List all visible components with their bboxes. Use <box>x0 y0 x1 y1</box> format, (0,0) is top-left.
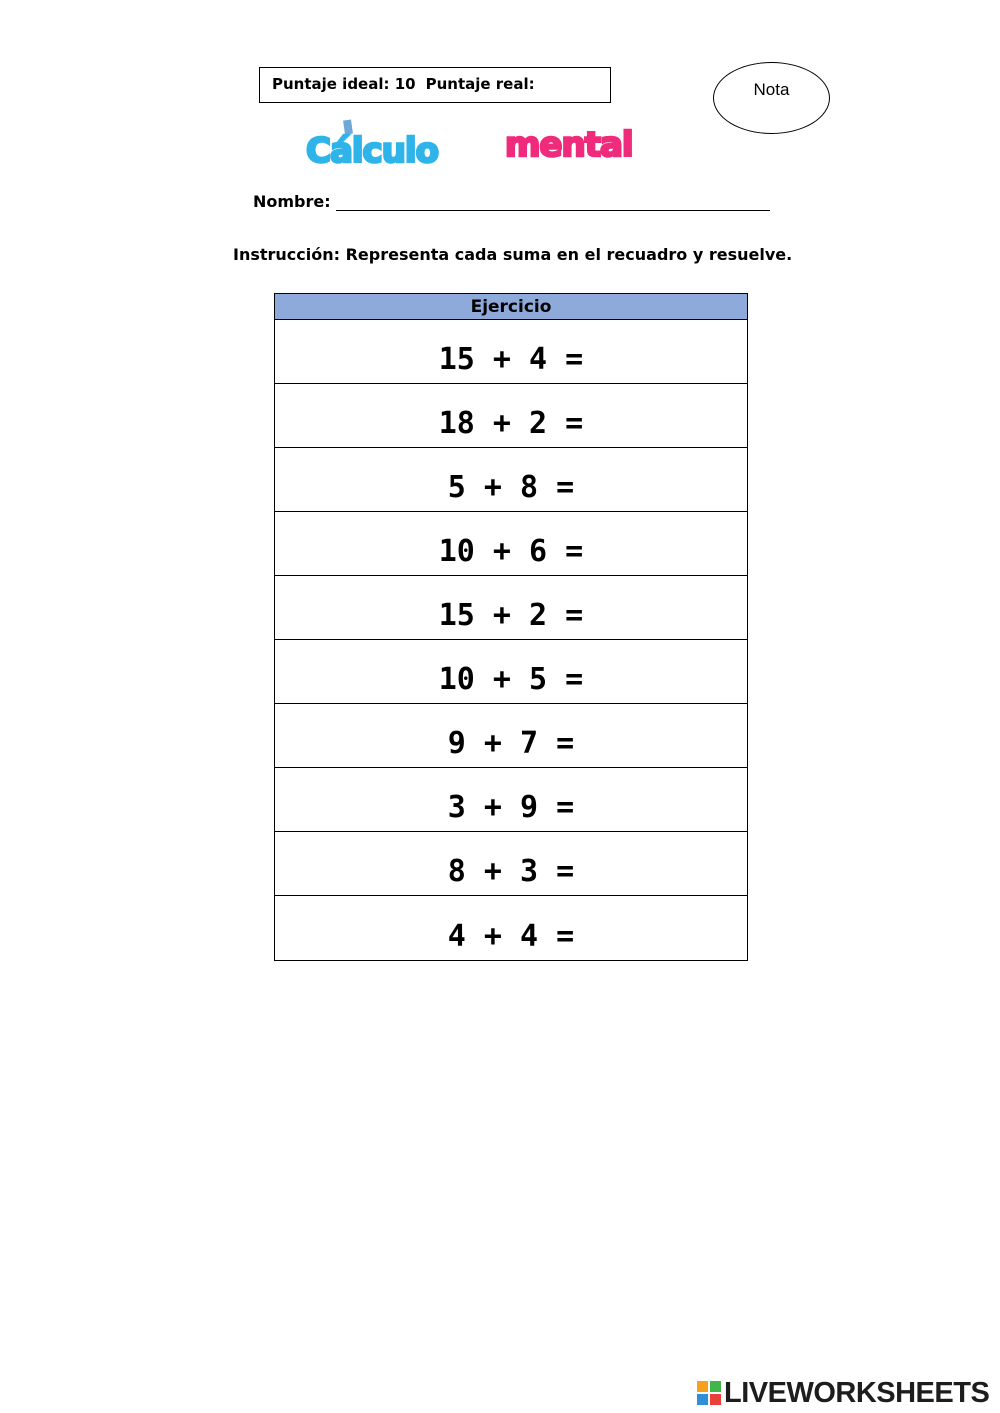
exercise-row[interactable] <box>275 448 747 512</box>
watermark-text: LIVEWORKSHEETS <box>724 1376 990 1409</box>
exercise-row[interactable] <box>275 576 747 640</box>
exercise-row[interactable] <box>275 320 747 384</box>
exercise-text: 18 + 2 = <box>438 406 584 441</box>
title-word-mental: mental <box>505 125 633 165</box>
exercise-text: 8 + 3 = <box>447 854 575 889</box>
exercise-text: 15 + 2 = <box>438 598 584 633</box>
exercise-row[interactable] <box>275 704 747 768</box>
liveworksheets-logo-icon <box>697 1381 721 1405</box>
grade-oval <box>713 62 830 134</box>
table-header: Ejercicio <box>275 294 747 320</box>
score-real-label: Puntaje real: <box>425 75 535 93</box>
worksheet-title <box>300 118 690 170</box>
exercise-row[interactable] <box>275 768 747 832</box>
exercise-text: 15 + 4 = <box>438 342 584 377</box>
exercise-text: 5 + 8 = <box>447 470 575 505</box>
exercise-row[interactable] <box>275 512 747 576</box>
exercise-table <box>274 293 748 961</box>
liveworksheets-watermark <box>697 1378 989 1408</box>
exercise-row[interactable] <box>275 832 747 896</box>
exercise-row[interactable] <box>275 640 747 704</box>
name-label: Nombre: <box>253 192 331 211</box>
exercise-text: 10 + 5 = <box>438 662 584 697</box>
name-field[interactable] <box>336 210 770 211</box>
exercise-text: 9 + 7 = <box>447 726 575 761</box>
exercise-text: 4 + 4 = <box>447 919 575 954</box>
instruction-text: Instrucción: Representa cada suma en el recuadro y resuelve. <box>233 245 793 264</box>
exercise-row[interactable] <box>275 896 747 960</box>
score-box <box>259 67 611 103</box>
exercise-text: 10 + 6 = <box>438 534 584 569</box>
grade-label: Nota <box>753 80 790 99</box>
exercise-text: 3 + 9 = <box>447 790 575 825</box>
exercise-row[interactable] <box>275 384 747 448</box>
title-word-calculo: Cálculo <box>306 131 438 170</box>
score-ideal: Puntaje ideal: 10 <box>272 75 416 93</box>
